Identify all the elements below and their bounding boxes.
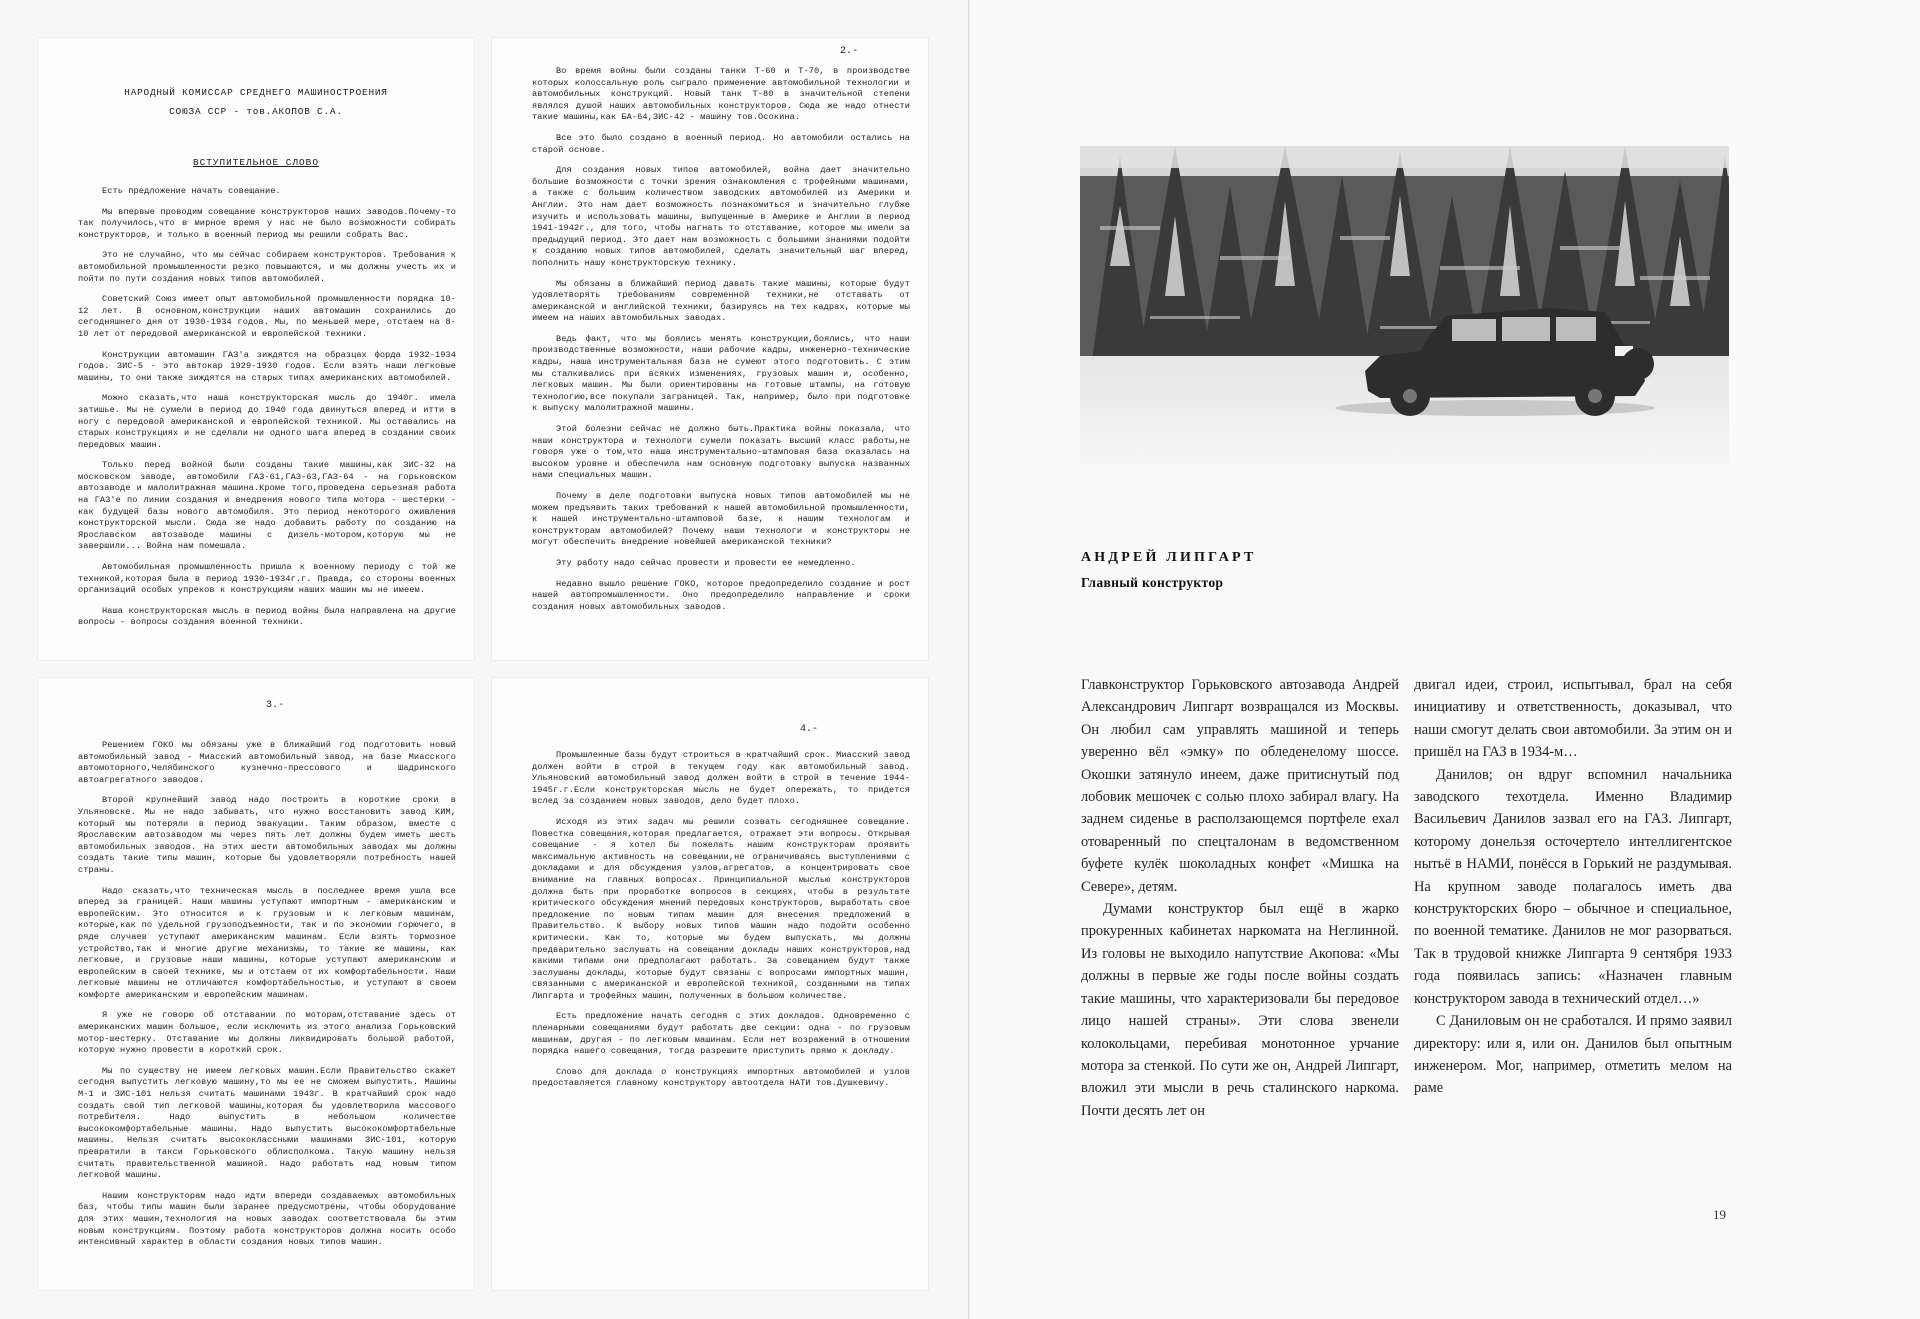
paragraph: Мы по существу не имеем легковых машин.Если Правительство скажет сегодня выпустить легковую машину,то мы ее не сможем выпустить. Машины М-1 и ЗИС-101 нельзя считать машинами 1943г. В кратчайший срок надо создать свой тип легковой машины,которая бы удовлетворила массового потребителя. Надо выпустить в небольшом количестве высококомфортабельные машины. Надо выпустить высококомфортабельные машины. Нельзя считать высококлассными машинами ЗИС-101, которую превратили в такси Горьковского облисполкома. Такую машину нельзя считать правительственной машиной. Надо работать над новым типом легковой машины.: [78, 1065, 456, 1181]
snowy-forest-car-image: [1080, 146, 1729, 464]
paragraph: Это не случайно, что мы сейчас собираем конструкторов. Требования к автомобильной промышленности резко повышаются, и мы должны учесть их и пойти по пути создания новых типов автомобилей.: [78, 250, 456, 284]
typewritten-page-3: [38, 678, 474, 1290]
author-role: Главный конструктор: [1081, 575, 1224, 590]
typewritten-text: [38, 186, 474, 629]
paragraph: Есть предложение начать сегодня с этих докладов. Одновременно с пленарными совещаниями будут работать две секции: одна - по грузовым машинам, другая - по легковым машинам. Если нет возражений в отношении порядка нашего совещания, тогда разрешите приступить прямо к докладу.: [532, 1011, 910, 1057]
paragraph: С Даниловым он не сработался. И прямо заявил директору: или я, или он. Данилов был опытным инженером. Мог, например, отметить мелом на раме: [1414, 1013, 1732, 1097]
paragraph: Конструкции автомашин ГАЗ'а зиждятся на образцах форда 1932-1934 годов. ЗИС-5 - это автокар 1929-1930 годов. Если взять наши легковые машины, то они также зиждятся на старых типах американских автомобилей.: [78, 349, 456, 383]
paragraph: Я уже не говорю об отставании по моторам,отставание здесь от американских машин большое, если исключить из этого анализа Горьковский мотор-шестерку. Отставание мы должны ликвидировать большой работой, которую нужно провести в короткий срок.: [78, 1010, 456, 1056]
paragraph: Думами конструктор был ещё в жарко прокуренных кабинетах наркомата на Неглинной. Из головы не выходило напутствие Акопова: «Мы должны в первые же годы после войны создать такие машины, что характеризовали бы передовое лицо нашей страны». Эти слова звенели колокольцами, перебивая монотонное урчание мотора за стенкой. По сути же он, Андрей Липгарт, вложил эти мысли в речь сталинского наркома. Почти десять лет он: [1081, 901, 1399, 1119]
paragraph: Почему в деле подготовки выпуска новых типов автомобилей мы не можем предъявить таких требований к нашей автомобильной промышленности, к нашей инструментально-штамповой базе, к нашим технологам и конструкторам автомобилей? Почему наши технологи и конструкторы не могут обеспечить внедрение новейшей американской техники?: [532, 491, 910, 548]
author-name: АНДРЕЙ ЛИПГАРТ: [1081, 550, 1257, 565]
paragraph: Есть предложение начать совещание.: [102, 186, 281, 196]
paragraph: Наша конструкторская мысль в период войны была направлена на другие вопросы - вопросы создания военной техники.: [78, 605, 456, 628]
paragraph: Нашим конструкторам надо идти впереди создаваемых автомобильных баз, чтобы типы машин были заранее предусмотрены, чтобы оборудование для этих машин,технология на новых заводах соответствовала бы этим новым конструкциям. Поэтому работа конструкторов должна носить особо интенсивный характер в области создания новых типов машин.: [78, 1190, 456, 1248]
paragraph: Слово для доклада о конструкциях импортных автомобилей и узлов предоставляется главному конструктору автоотдела НАТИ тов.Душкевичу.: [532, 1066, 910, 1089]
paragraph: Ведь факт, что мы боялись менять конструкции,боялись, что наши производственные возможности, наши рабочие кадры, инженерно-технические кадры, наша инструментальная база не сумеют этого подготовить. С этим мы сталкивались при всяких изменениях, грузовых машин и, особенно, легковых машин. Мы были ориентированы на готовые штампы, на готовую технологию,все покупали заграницей. Так, например, было при подготовке к выпуску малолитражной машины.: [532, 333, 910, 414]
paragraph: Этой болезни сейчас не должно быть.Практика войны показала, что наши конструктора и технологи сумели показать высший класс работы,не говоря уже о том,что наша инструментально-штамповая база оказалась на высоком уровне и обеспечила нам основную подготовку выпуска названных нами специальных машин.: [532, 424, 910, 481]
typewritten-text: [492, 678, 928, 1090]
paragraph: двигал идеи, строил, испытывал, брал на себя инициативу и ответственность, доказывал, что наши смогут делать свои автомобили. За этим он и пришёл на ГАЗ в 1934-м…: [1414, 677, 1732, 761]
paragraph: Автомобильная промышленность пришла к военному периоду с той же техникой,которая была в период 1930-1934г.г. Правда, со стороны военных организаций особых упреков к конструкциям наших машин мы не имеем.: [78, 562, 456, 596]
scan-page-number: 3.-: [265, 700, 284, 711]
text-column-1: [1081, 674, 1399, 1122]
paragraph: Во время войны были созданы танки Т-60 и Т-70, в производстве которых колоссальную роль сыграло применение автомобильной технологии и автомобильных конструкций. Новый танк Т-80 в значительной степени являлся душой наших автомобильных конструкторов. Сюда же надо отнести такие машины,как БА-64,ЗИС-42 - машину тов.Осокина.: [532, 66, 910, 123]
paragraph: Мы впервые проводим совещание конструкторов наших заводов.Почему-то так получилось,что в мирное время у нас не было возможности собирать конструкторов, и только в военный период мы решили собрать Вас.: [78, 206, 456, 240]
typewritten-text: [492, 38, 928, 613]
paragraph: Данилов; он вдруг вспомнил начальника заводского техотдела. Именно Владимир Васильевич Данилов зазвал его на ГАЗ. Липгарт, которому донельзя осточертело интеллигентское нытьё в НАМИ, понёсся в Горький не раздумывая. На крупном заводе полагалось иметь два конструкторских бюро – обычное и специальное, по военной тематике. Данилов не мог разорваться. Так в трудовой книжке Липгарта 9 сентября 1933 года появилась запись: «Назначен главным конструктором завода в технический отдел…»: [1414, 766, 1732, 1007]
paragraph: Эту работу надо сейчас провести и провести ее немедленно.: [556, 557, 856, 568]
typewritten-text: [38, 678, 474, 1249]
intro-title: ВСТУПИТЕЛЬНОЕ СЛОВО: [193, 157, 319, 168]
paragraph: Исходя из этих задач мы решили созвать сегодняшнее совещание. Повестка совещания,которая предлагается, отражает эти вопросы. Открывая совещание - я хотел бы пожелать нашим конструкторам проявить максимальную активность на совещании,не ограничиваясь выступлениями с докладами и для обсуждения узлов,агрегатов, а концентрировать свое внимание на главных вопросах. Принципиальной мыслью конструкторов должна быть при проработке вопросов в секциях, чтобы в результате критического обсуждения мнений передовых конструкторов, выработать свое предложение по новым типам машин для внесения предложений в Правительство. К выбору новых типов машин надо подойти особенно критически. Как то, которые мы будем выпускать, мы должны предварительно заслушать на совещании доклады наших конструкторов,над какими типами они предполагают работать. За совещанием будут также заслушаны доклады, которые будут связаны с вопросами импортных машин, связанными с американской и европейской техникой, созданными на типах Липгарта и трофейных машин, полученных в большом количестве.: [532, 816, 910, 1001]
text-column-2: [1414, 674, 1732, 1100]
typewritten-page-2: [492, 38, 928, 660]
paragraph: Мы обязаны в ближайший период давать такие машины, которые будут удовлетворять требованиям современной техники,не отставать от американской и английской техники, базируясь на тех кадрах, которые мы имеем на наших автомобильных заводах.: [532, 278, 910, 324]
typewritten-page-4: [492, 678, 928, 1290]
car-photo: [1080, 146, 1729, 464]
scan-page-number: 2.-: [839, 46, 858, 57]
paragraph: Можно сказать,что наша конструкторская мысль до 1940г. имела затишье. Мы не сумели в период до 1940 года двинуться вперед и итти в ногу с передовой американской и европейской техникой. Мы оставались на старых конструкциях и не сделали ни одного шага вперед в создании своих передовых машин.: [78, 393, 456, 450]
paragraph: Для создания новых типов автомобилей, война дает значительно большие возможности с точки зрения ознакомления с трофейными машинами, а также с большим количеством заводских автомобилей из Америки и Англии. Это нам дает возможность познакомиться и значительно глубже изучить и использовать машины, выпущенные в Америке и Англии в период 1941-1942г., для того, чтобы нагнать то отставание, которое мы имели за предыдущий период. Это дает нам возможность с большими знаниями подойти к созданию новых типов автомобилей, сделать значительный шаг вперед, пополнить нашу конструкторскую технику.: [532, 165, 910, 268]
document-header: НАРОДНЫЙ КОМИССАР СРЕДНЕГО МАШИНОСТРОЕНИЯ: [124, 87, 388, 98]
paragraph: Советский Союз имеет опыт автомобильной промышленности порядка 10-12 лет. В основном,конструкции наших автомашин сохранились до сегодняшнего дня от 1930-1934 годов. Мы, по меньшей мере, отстаем на 8-10 лет от передовой американской и европейской техники.: [78, 294, 456, 339]
paragraph: Надо сказать,что техническая мысль в последнее время ушла все вперед за границей. Наши машины уступают импортным - американским и европейским. Это относится и к грузовым и к легковым машинам, которые,как по удельной грузоподъемности, так и по экономии горючего, в ряде случаев уступают американским машинам. Если взять тормозное устройство,так и многие другие механизмы, то такие же машины, как легковые, и грузовые наши машины, которые уступают американским и европейским в своей технике, мы и отстаем от их комфортабельности. Наши легковые машины не отличаются комфортабельностью, и уступают в своем комфорте американским и европейским машинам.: [78, 885, 456, 1000]
document-addressee: СОЮЗА ССР - тов.АКОПОВ С.А.: [169, 106, 343, 117]
typewritten-page-1: [38, 38, 474, 660]
paragraph: Только перед войной были созданы такие машины,как ЗИС-32 на московском заводе, автомобили ГАЗ-61,ГАЗ-63,ГАЗ-64 - на горьковском автозаводе и малолитражная машина.Кроме того,проведена серьезная работа на ГАЗ'е по линии создания и внедрения нового типа мотора - шестерки - как будущей базы нового автомобиля. Это период некоторого оживления конструкторской мысли. Сюда же надо добавить работу по созданию на Ярославском автозаводе машины с дизель-мотором,которую мы не завершили... Война нам помешала.: [78, 460, 456, 552]
paragraph: Решением ГОКО мы обязаны уже в ближайший год подготовить новый автомобильный завод - Миасский автомобильный завод, на базе Миасского автомоторного,Челябинского кузнечно-прессового и Шадринского автоагрегатного заводов.: [78, 740, 456, 785]
page-number: 19: [1713, 1207, 1726, 1222]
paragraph: Все это было создано в военный период. Но автомобили остались на старой основе.: [532, 132, 910, 155]
scan-page-number: 4.-: [799, 724, 818, 735]
paragraph: Главконструктор Горьковского автозавода Андрей Александрович Липгарт возвращался из Москвы. Он любил сам управлять машиной и теперь уверенно вёл «эмку» по обледенелому шоссе. Окошки затянуло инеем, даже притиснутый под лобовик мешочек с солью плохо забирал влагу. На заднем сиденье в расползающемся портфеле ехал отоваренный по спецталонам в ведомственном буфете кулёк шоколадных конфет «Мишка на Севере», детям.: [1081, 677, 1399, 895]
paragraph: Промышленные базы будут строиться в кратчайший срок. Миасский завод должен войти в строй в текущем году как автомобильный завод. Ульяновский автомобильный завод должен войти в строй в течение 1944-1945г.г.Если конструкторская мысль не будет опережать, то придется вслед за созданием новых заводов, дело будет плохо.: [532, 750, 910, 807]
paragraph: Второй крупнейший завод надо построить в короткие сроки в Ульяновске. Мы не надо забывать, что нужно восстановить завод КИМ, который мы потеряли в период эвакуации. Таким образом, вместе с Ярославским автозаводом мы через пять лет должны будем иметь шесть автомобильных заводов. На этих шести автомобильных заводах мы должны создать такие типы машин, которые бы удовлетворяли потребность нашей страны.: [78, 795, 456, 875]
paragraph: Недавно вышло решение ГОКО, которое предопределило создание и рост нашей автопромышленности. Оно предопределило направление и сроки создания новых автомобильных заводов.: [532, 578, 910, 612]
